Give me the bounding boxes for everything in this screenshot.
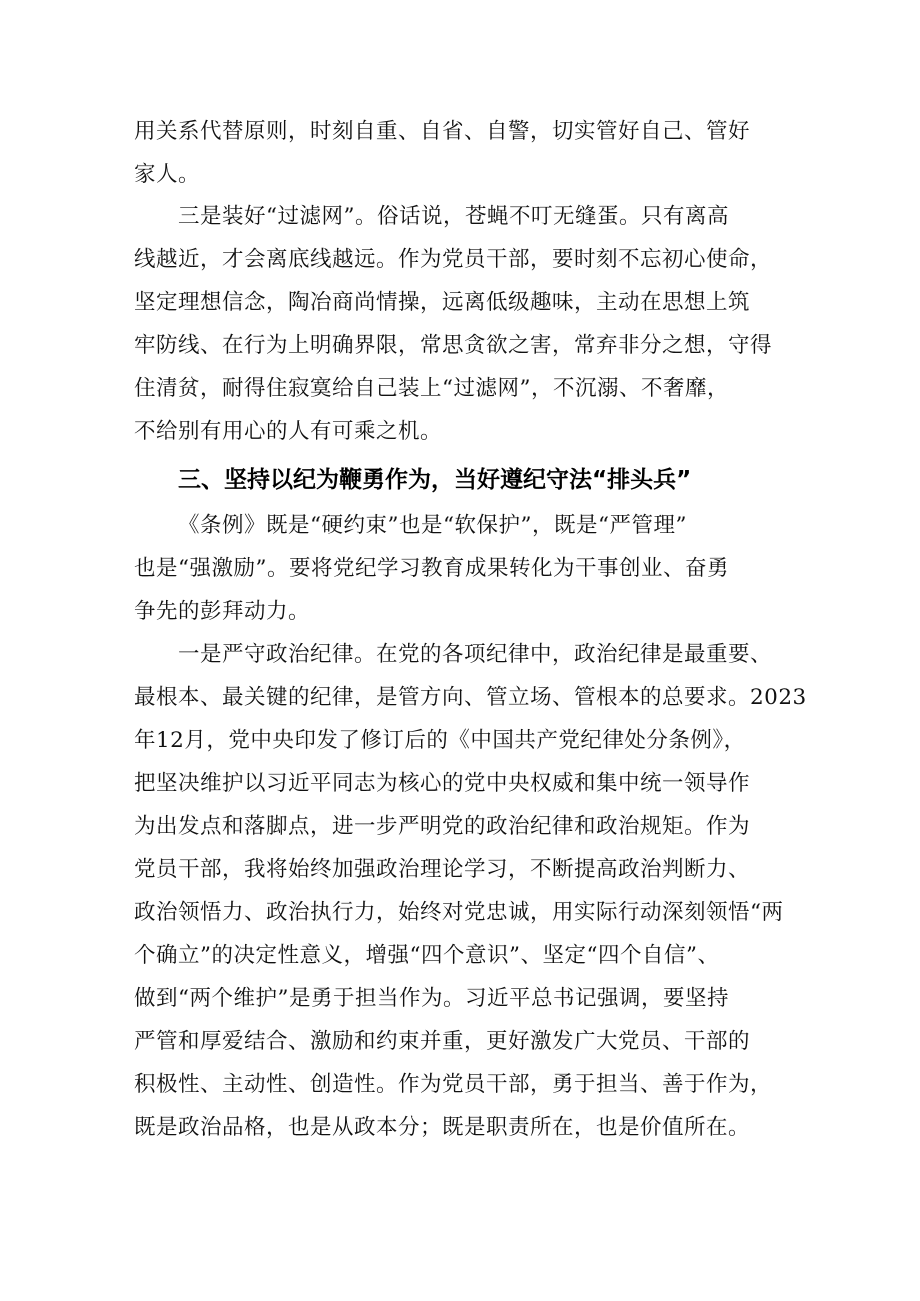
paragraph-4-line-10: 严管和厚爱结合、激励和约束并重，更好激发广大党员、干部的 — [134, 1029, 751, 1054]
paragraph-2-line-3: 坚定理想信念，陶冶商尚情操，远离低级趣味，主动在思想上筑 — [134, 290, 751, 315]
paragraph-4-line-3: 年12月，党中央印发了修订后的《中国共产党纪律处分条例》， — [134, 728, 746, 753]
paragraph-2-line-4: 牢防线、在行为上明确界限，常思贪欲之害，常弃非分之想，守得 — [134, 333, 773, 358]
paragraph-3-line-3: 争先的彭拜动力。 — [134, 599, 311, 624]
paragraph-4-line-8: 个确立”的决定性意义，增强“四个意识”、坚定“四个自信”、 — [134, 943, 720, 968]
paragraph-4-line-9: 做到“两个维护”是勇于担当作为。习近平总书记强调，要坚持 — [134, 986, 729, 1011]
paragraph-1-line-1: 用关系代替原则，时刻自重、自省、自警，切实管好自己、管好 — [134, 119, 751, 144]
paragraph-4-line-11: 积极性、主动性、创造性。作为党员干部，勇于担当、善于作为， — [134, 1072, 773, 1097]
paragraph-3-line-1: 《条例》既是“硬约束”也是“软保护”，既是“严管理” — [178, 513, 687, 538]
paragraph-2-line-6: 不给别有用心的人有可乘之机。 — [134, 419, 443, 444]
section-heading: 三、坚持以纪为鞭勇作为，当好遵纪守法“排头兵” — [178, 467, 692, 493]
paragraph-4-line-12: 既是政治品格，也是从政本分；既是职责所在，也是价值所在。 — [134, 1115, 751, 1140]
paragraph-4-line-5: 为出发点和落脚点，进一步严明党的政治纪律和政治规矩。作为 — [134, 814, 751, 839]
paragraph-2-line-1: 三是装好“过滤网”。俗话说，苍蝇不叮无缝蛋。只有离高 — [178, 204, 729, 229]
paragraph-4-line-1: 一是严守政治纪律。在党的各项纪律中，政治纪律是最重要、 — [178, 642, 773, 667]
paragraph-4-line-2: 最根本、最关键的纪律，是管方向、管立场、管根本的总要求。2023 — [134, 685, 807, 710]
paragraph-3-line-2: 也是“强激励”。要将党纪学习教育成果转化为干事创业、奋勇 — [134, 556, 729, 581]
paragraph-1-line-2: 家人。 — [134, 162, 201, 187]
paragraph-4-line-4: 把坚决维护以习近平同志为核心的党中央权威和集中统一领导作 — [134, 771, 751, 796]
paragraph-4-line-7: 政治领悟力、政治执行力，始终对党忠诚，用实际行动深刻领悟“两 — [134, 900, 784, 925]
paragraph-2-line-2: 线越近，才会离底线越远。作为党员干部，要时刻不忘初心使命， — [134, 247, 773, 272]
paragraph-4-line-6: 党员干部，我将始终加强政治理论学习，不断提高政治判断力、 — [134, 857, 751, 882]
paragraph-2-line-5: 住清贫，耐得住寂寞给自己装上“过滤网”，不沉溺、不奢靡， — [134, 376, 729, 401]
